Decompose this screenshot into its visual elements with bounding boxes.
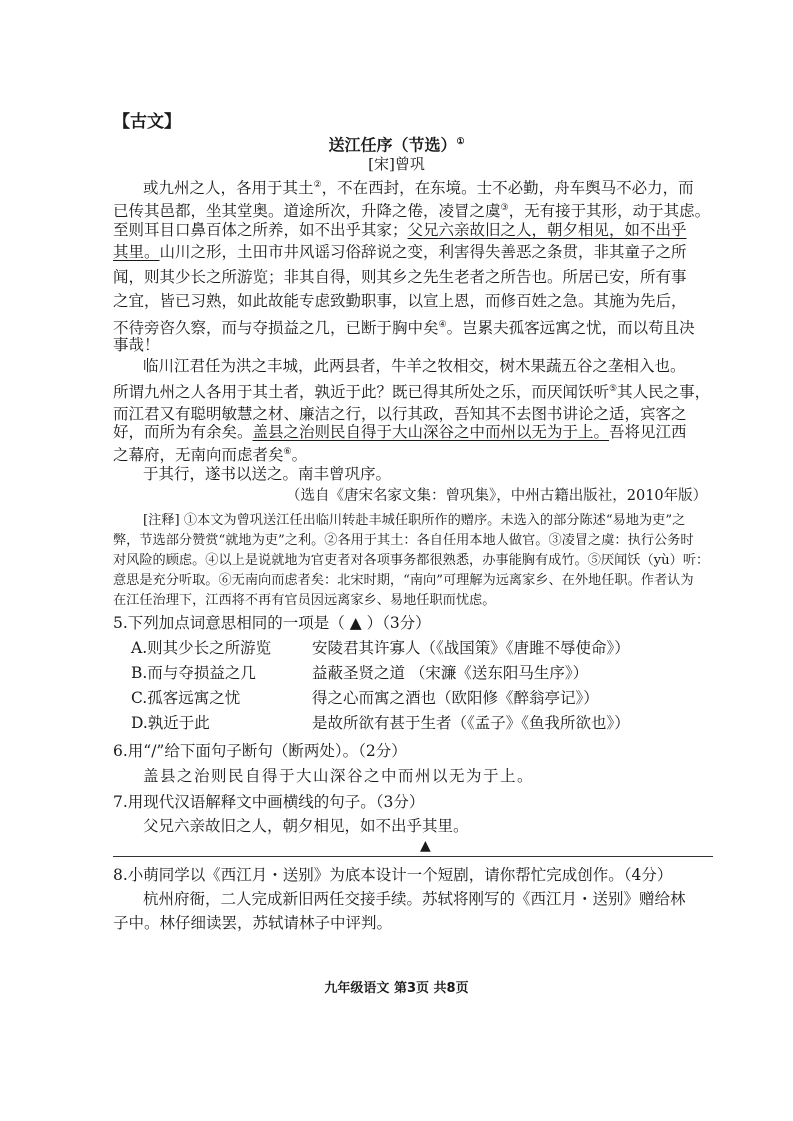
q5-option-label: B.而与夺损益之几 bbox=[131, 664, 256, 682]
q5-option-label: A.则其少长之所游览 bbox=[131, 639, 272, 657]
answer-mark-triangle: ▲ bbox=[420, 838, 431, 854]
text-segment: ，不在西封，在东境。士不必勤，舟车舆马不必力，而 bbox=[321, 179, 694, 198]
passage-line bbox=[113, 378, 710, 403]
note-line: 在江任治理下，江西将不再有官员因远离家乡、易地任职而忧虑。 bbox=[113, 593, 496, 608]
passage-line bbox=[143, 355, 686, 377]
page-footer: 九年级语文 第3页 共8页 bbox=[324, 981, 469, 996]
q5-option-label: C.孤客远寓之忧 bbox=[131, 689, 241, 707]
passage-author: [宋]曾巩 bbox=[368, 155, 425, 173]
text-segment: 至则耳目口鼻百体之所养，如不出乎其家； bbox=[113, 221, 408, 239]
underlined-text: 盖县之治则民自得于大山深谷之中而州以无为于上。 bbox=[252, 423, 610, 441]
text-segment: 其人民之事， bbox=[617, 383, 711, 402]
passage-line bbox=[113, 266, 687, 288]
text-segment: 不待旁咨久察，而与夺损益之几，已断于胸中矣 bbox=[113, 319, 439, 338]
text-segment: 之幕府，无南向而虑者矣 bbox=[113, 446, 284, 465]
passage-line bbox=[113, 219, 687, 241]
q5-option-compare: 安陵君其许寡人（《战国策》《唐雎不辱使命》） bbox=[312, 639, 630, 657]
text-segment: 。 bbox=[291, 446, 308, 465]
underlined-text: 父兄六亲故旧之人，朝夕相见，如不出乎 bbox=[407, 221, 687, 239]
text-segment: 闻，则其少长之所游览；非其自得，则其乡之先生老者之所告也。所居已安，所有事 bbox=[113, 268, 687, 286]
q7-sentence: 父兄六亲故旧之人，朝夕相见，如不出乎其里。 bbox=[143, 817, 469, 835]
q6-sentence: 盖县之治则民自得于大山深谷之中而州以无为于上。 bbox=[143, 767, 535, 785]
footnote-marker: ⑥ bbox=[283, 447, 292, 457]
q5-option-label: D.孰近于此 bbox=[131, 714, 210, 732]
q5-option-compare: 是故所欲有甚于生者（《孟子》《鱼我所欲也》） bbox=[312, 714, 630, 732]
answer-rule bbox=[113, 856, 713, 857]
underlined-text: 其里。 bbox=[113, 243, 160, 261]
q5-option-compare: 得之心而寓之酒也（欧阳修《醉翁亭记》） bbox=[312, 689, 599, 707]
passage-line bbox=[113, 421, 687, 443]
passage-line bbox=[113, 241, 687, 263]
passage-title-text: 送江任序（节选） bbox=[328, 135, 457, 155]
text-segment: 之宜，皆已习熟，如此故能专虑致勤职事，以宣上恩，而修百姓之急。其施为先后， bbox=[113, 292, 687, 310]
text-segment: 吾将见江西 bbox=[609, 423, 687, 441]
q8-line-1: 杭州府衙，二人完成新旧两任交接手续。苏轼将刚写的《西江月・送别》赠给林 bbox=[143, 890, 686, 908]
note-line: 弊，节选部分赞赏“就地为吏”之利。②各用于其土：各自任用本地人做官。③凌冒之虞：执行公务时 bbox=[113, 533, 694, 548]
q5-option bbox=[131, 662, 589, 684]
passage-paragraph-3: 于其行，遂书以送之。南丰曾巩序。 bbox=[143, 465, 392, 483]
note-line: 意思是充分听取。⑥无南向而虑者矣：北宋时期，“南向”可理解为远离家乡、在外地任职。作者认为 bbox=[113, 573, 694, 588]
q5-option bbox=[131, 687, 599, 709]
text-segment: 山川之形，土田市井风谣习俗辞说之变，利害得失善恶之条贯，非其童子之所 bbox=[159, 243, 687, 261]
q5-option bbox=[131, 637, 630, 659]
text-segment: 。岂累夫孤客远寓之忧，而以苟且决 bbox=[446, 319, 695, 338]
text-segment: 好，而所为有余矣。 bbox=[113, 423, 253, 441]
q8-stem: 8.小萌同学以《西江月・送别》为底本设计一个短剧，请你帮忙完成创作。（4分） bbox=[113, 866, 673, 884]
text-segment: 而江君又有聪明敏慧之材、廉洁之行，以行其政，吾知其不去图书讲论之适，宾客之 bbox=[113, 405, 687, 423]
footnote-marker: ③ bbox=[500, 203, 509, 213]
footnote-marker: ④ bbox=[438, 320, 447, 330]
text-segment: 所谓九州之人各用于其土者，孰近于此？既已得其所处之乐，而厌闻饫听 bbox=[113, 383, 610, 402]
passage-source: （选自《唐宋名家文集：曾巩集》，中州古籍出版社，2010年版） bbox=[286, 488, 708, 504]
footnote-marker: ② bbox=[313, 180, 322, 190]
q8-line-2: 子中。林仔细读罢，苏轼请林子中评判。 bbox=[113, 914, 393, 932]
note-line: 对风险的顾虑。④以上是说就地为官吏者对各项事务都很熟悉，办事能胸有成竹。⑤厌闻饫（yù）听： bbox=[113, 553, 710, 568]
passage-line bbox=[113, 334, 160, 356]
passage-line bbox=[143, 174, 694, 199]
text-segment: ，无有接于其形，动于其虑。 bbox=[508, 202, 711, 221]
text-segment: 临川江君任为洪之丰城，此两县者，牛羊之牧相交，树木果蔬五谷之垄相入也。 bbox=[143, 357, 686, 375]
passage-title-note: ① bbox=[456, 137, 465, 147]
q5-option bbox=[131, 712, 630, 734]
text-segment: 已传其邑都，坐其堂奥。道途所次，升降之倦，凌冒之虞 bbox=[113, 202, 501, 221]
q7-stem: 7.用现代汉语解释文中画横线的句子。（3分） bbox=[113, 793, 425, 811]
footnote-marker: ⑤ bbox=[609, 384, 618, 394]
text-segment: 或九州之人，各用于其土 bbox=[143, 179, 314, 198]
q5-option-compare: 益蔽圣贤之道 （宋濂《送东阳马生序》） bbox=[312, 664, 589, 682]
note-line: [注释] ①本文为曾巩送江任出临川转赴丰城任职所作的赠序。未选入的部分陈述“易地为吏”之 bbox=[143, 513, 686, 528]
passage-line bbox=[113, 314, 695, 339]
passage-line bbox=[113, 290, 687, 312]
q5-stem: 5.下列加点词意思相同的一项是（ ▲ ）（3分） bbox=[113, 614, 431, 632]
text-segment: 事哉！ bbox=[113, 336, 160, 354]
q6-stem: 6.用“/”给下面句子断句（断两处）。（2分） bbox=[113, 742, 407, 760]
section-label: 【古文】 bbox=[113, 112, 181, 132]
